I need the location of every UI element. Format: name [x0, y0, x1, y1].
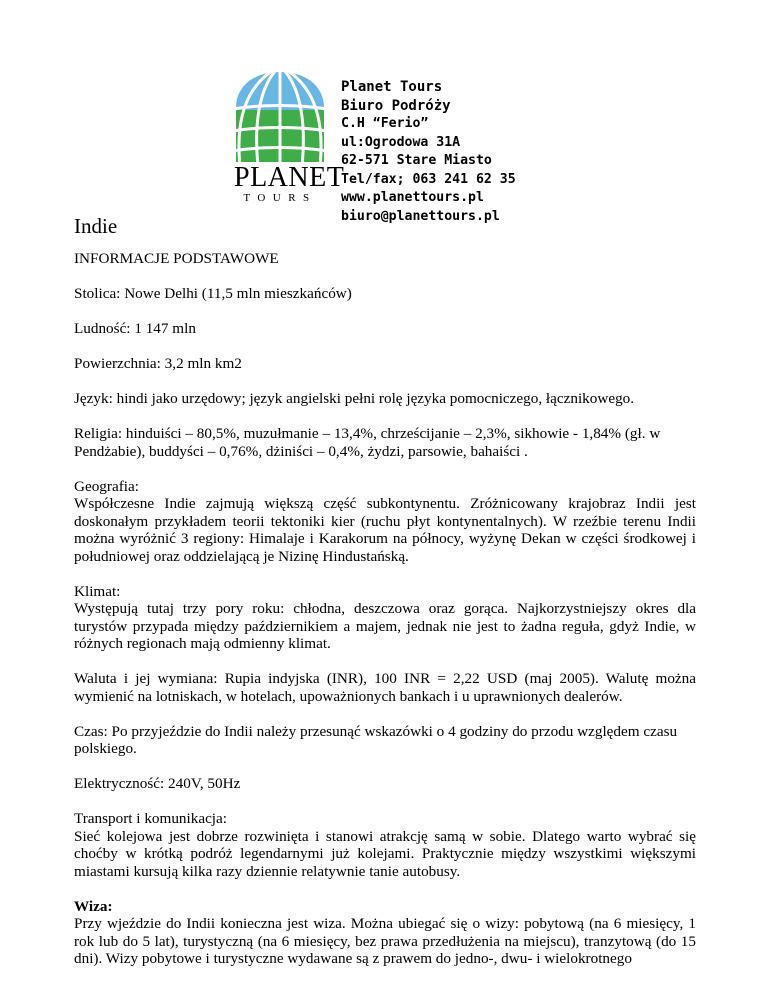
- time-line: Czas: Po przyjeździe do Indii należy przesunąć wskazówki o 4 godziny do przodu względem czasu polskiego.: [74, 722, 678, 757]
- transport-section: [74, 810, 696, 880]
- contact-block: [341, 78, 571, 226]
- letterhead: [228, 66, 558, 224]
- visa-heading: Wiza:: [74, 897, 113, 915]
- address-street: ul:Ogrodowa 31A: [341, 134, 461, 150]
- climate-section: [74, 583, 696, 653]
- population-line: Ludność: 1 147 mln: [74, 320, 196, 337]
- transport-heading: Transport i komunikacja:: [74, 810, 227, 827]
- climate-text: Występują tutaj trzy pory roku: chłodna, deszczowa oraz gorąca. Najkorzystniejszy okres dla turystów przypada między październikiem a majem, jednak nie jest to żadna reguła, gdyż Indie, w różnych regionach mają odmienny klimat.: [74, 600, 696, 652]
- visa-section: [74, 898, 696, 968]
- address-city: 62-571 Stare Miasto: [341, 153, 492, 168]
- website-link[interactable]: www.planettours.pl: [341, 190, 484, 205]
- area-line: Powierzchnia: 3,2 mln km2: [74, 355, 242, 372]
- logo-wordmark: PLANET: [234, 162, 345, 193]
- planet-globe-logo-icon: [228, 66, 332, 166]
- document-body: [74, 214, 696, 985]
- logo-subtitle: TOURS: [243, 192, 317, 204]
- company-type: Biuro Podróży: [341, 97, 451, 114]
- transport-text: Sieć kolejowa jest dobrze rozwinięta i stanowi atrakcję samą w sobie. Dlatego warto wybrać się choćby w krótką podróż legendarnymi już kolejami. Praktycznie między wszystkimi większymi miastami kursują kilka razy dziennie relatywnie tanie autobusy.: [74, 827, 696, 880]
- geography-section: [74, 478, 696, 566]
- phone-fax: Tel/fax; 063 241 62 35: [341, 171, 516, 187]
- language-line: Język: hindi jako urzędowy; język angielski pełni rolę języka pomocniczego, łącznikowego.: [74, 390, 635, 407]
- geography-heading: Geografia:: [74, 477, 139, 495]
- currency-line: Waluta i jej wymiana: Rupia indyjska (INR), 100 INR = 2,22 USD (maj 2005). Walutę można wymienić na lotniskach, w hotelach, upoważnionych bankach i u uprawnionych dealerów.: [74, 670, 696, 705]
- electricity-line: Elektryczność: 240V, 50Hz: [74, 775, 241, 792]
- section-heading: INFORMACJE PODSTAWOWE: [74, 250, 279, 267]
- page-title: Indie: [74, 214, 118, 238]
- religion-line: Religia: hinduiści – 80,5%, muzułmanie – 13,4%, chrześcijanie – 2,3%, sikhowie - 1,84% (gł. w Pendżabie), buddyści – 0,76%, dżiniści – 0,4%, żydzi, parsowie, bahaiści .: [74, 425, 661, 460]
- email-link[interactable]: biuro@planettours.pl: [341, 208, 500, 224]
- capital-line: Stolica: Nowe Delhi (11,5 mln mieszkańców): [74, 285, 352, 302]
- company-name: Planet Tours: [341, 79, 443, 95]
- visa-text: Przy wjeździe do Indii konieczna jest wiza. Można ubiegać się o wizy: pobytową (na 6 miesięcy, 1 rok lub do 5 lat), turystyczną (na 6 miesięcy, bez prawa przedłużenia na miejscu), tranzytową (do 15 dni). Wizy pobytowe i turystyczne wydawane są z prawem do jedno-, dwu- i wielokrotnego: [74, 915, 696, 967]
- address-mall: C.H “Ferio”: [341, 116, 429, 131]
- climate-heading: Klimat:: [74, 582, 121, 600]
- geography-text: Współczesne Indie zajmują większą część subkontynentu. Zróżnicowany krajobraz Indii jest doskonałym przykładem teorii tektoniki kier (ruchu płyt kontynentalnych). W rzeźbie terenu Indii można wyróżnić 3 regiony: Himalaje i Karakorum na północy, wyżynę Dekan w części środkowej i południowej oraz oddzielającą je Nizinę Hindustańską.: [74, 495, 696, 565]
